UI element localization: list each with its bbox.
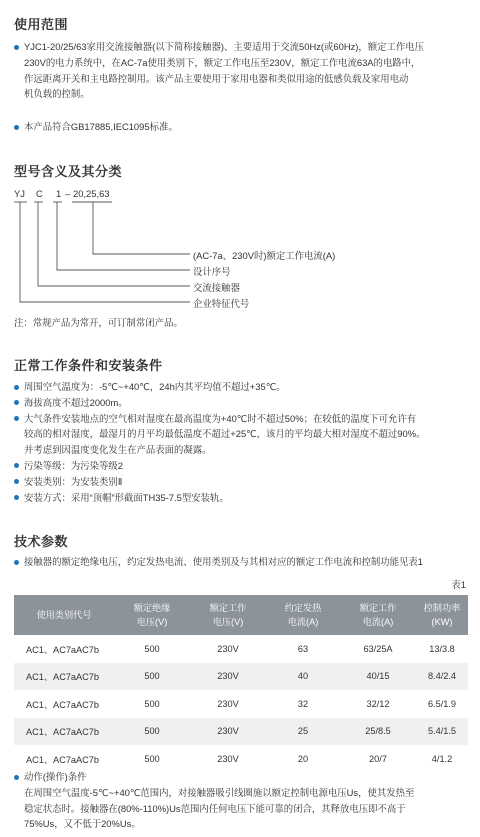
usage-paragraph: [14, 39, 470, 102]
legend-design-number: 设计序号: [193, 266, 231, 277]
text-line: 230V的电力系统中，在AC-7a使用类别下，额定工作电压至230V，额定工作电流63A的电路中，: [24, 56, 421, 68]
tech-intro: [14, 554, 470, 570]
text-line: 污染等级：为污染等级2: [24, 459, 123, 471]
model-code-c: C: [36, 188, 43, 199]
cell-operating-current: 32/12: [340, 690, 416, 718]
cell-operating-current: 25/8.5: [340, 718, 416, 746]
bullet-dot-icon: [14, 560, 19, 565]
spec-table: [14, 595, 468, 773]
bullet-dot-icon: [14, 479, 19, 484]
cell-category: AC1、AC7aAC7b: [14, 690, 114, 718]
text-line: 并考虑到因温度变化发生在产品表面的凝露。: [24, 444, 212, 456]
bullet-dot-icon: [14, 463, 19, 468]
cell-insulation-voltage: 500: [114, 745, 190, 773]
cell-insulation-voltage: 500: [114, 663, 190, 691]
table-caption: 表1: [451, 579, 466, 590]
list-item: [14, 411, 470, 458]
list-item: [14, 458, 470, 474]
text-line: YJC1-20/25/63家用交流接触器(以下简称接触器)、主要适用于交流50Hz(或60Hz)，额定工作电压: [24, 41, 425, 52]
usage-bullet-1: [14, 39, 470, 102]
legend-ac-contactor: 交流接触器: [193, 282, 240, 293]
bullet-dot-icon: [14, 416, 19, 421]
conditions-list: [14, 379, 470, 505]
bullet-dot-icon: [14, 775, 19, 780]
table-row: [14, 718, 468, 746]
action-title: 动作(操作)条件: [24, 771, 87, 782]
text-line: 安装类别：为安装类别Ⅱ: [24, 475, 123, 487]
cell-operating-voltage: 230V: [190, 690, 266, 718]
list-item: [14, 395, 470, 411]
action-conditions: [14, 769, 470, 832]
cell-operating-current: 63/25A: [340, 635, 416, 663]
text-line: 安装方式：采用“顶帽”形截面TH35-7.5型安装轨。: [24, 491, 229, 503]
bullet-dot-icon: [14, 495, 19, 500]
legend-company-code: 企业特征代号: [193, 298, 250, 309]
cell-category: AC1、AC7aAC7b: [14, 745, 114, 773]
table-row: [14, 690, 468, 718]
text-line: 在周围空气温度-5℃~+40℃范围内，对接触器吸引线圈施以额定控制电源电压Us，使其发热至: [24, 786, 415, 798]
cell-category: AC1、AC7aAC7b: [14, 635, 114, 663]
bullet-dot-icon: [14, 45, 19, 50]
section-title-usage: 使用范围: [14, 17, 69, 32]
model-code-current: 20,25,63: [73, 188, 110, 199]
cell-operating-current: 40/15: [340, 663, 416, 691]
section-title-model: 型号含义及其分类: [14, 164, 123, 179]
text-line: 较高的相对湿度，最湿月的月平均最低温度不超过+25℃，该月的平均最大相对湿度不超过90%。: [24, 428, 426, 440]
header-operating-voltage: 额定工作 电压(V): [190, 595, 266, 635]
text-line: 海拔高度不超过2000m。: [24, 396, 128, 408]
cell-operating-voltage: 230V: [190, 718, 266, 746]
header-control-power: 控制功率 (KW): [416, 595, 468, 635]
cell-operating-voltage: 230V: [190, 745, 266, 773]
header-thermal-current: 约定发热 电流(A): [266, 595, 340, 635]
list-item: [14, 490, 470, 506]
header-usage-category: 使用类别代号: [14, 595, 114, 635]
text-line: 机负载的控制。: [24, 88, 90, 100]
header-insulation-voltage: 额定绝缘 电压(V): [114, 595, 190, 635]
text-line: 稳定状态时。接触器在(80%-110%)Us范围内任何电压下能可靠的闭合，其释放电压即不高于: [24, 802, 406, 814]
model-code-1: 1: [56, 188, 62, 199]
section-title-tech: 技术参数: [14, 534, 69, 549]
cell-control-power: 8.4/2.4: [416, 663, 468, 691]
cell-thermal-current: 32: [266, 690, 340, 718]
cell-operating-voltage: 230V: [190, 635, 266, 663]
cell-thermal-current: 25: [266, 718, 340, 746]
standards-paragraph: [14, 119, 470, 135]
usage-bullet-2: [14, 119, 470, 135]
table-row: [14, 663, 468, 691]
model-code-dash: –: [65, 188, 71, 199]
text-line: 接触器的额定绝缘电压，约定发热电流、使用类别及与其相对应的额定工作电流和控制功能见表1: [24, 556, 423, 567]
cell-operating-current: 20/7: [340, 745, 416, 773]
text-line: 75%Us，又不低于20%Us。: [24, 818, 141, 830]
cell-thermal-current: 40: [266, 663, 340, 691]
cell-category: AC1、AC7aAC7b: [14, 718, 114, 746]
list-item: [14, 769, 470, 832]
cell-thermal-current: 63: [266, 635, 340, 663]
model-code-yj: YJ: [14, 188, 25, 199]
table-header-row: [14, 595, 468, 635]
cell-control-power: 6.5/1.9: [416, 690, 468, 718]
text-line: 大气条件安装地点的空气相对湿度在最高温度为+40℃时不超过50%；在较低的温度下可允许有: [24, 412, 417, 424]
section-title-conditions: 正常工作条件和安装条件: [14, 358, 163, 373]
model-note: 注：常规产品为常开，可订制常闭产品。: [14, 317, 183, 328]
text-line: 周围空气温度为：-5℃~+40℃，24h内其平均值不超过+35℃。: [24, 381, 286, 392]
cell-insulation-voltage: 500: [114, 690, 190, 718]
bullet-dot-icon: [14, 400, 19, 405]
list-item: [14, 379, 470, 395]
cell-category: AC1、AC7aAC7b: [14, 663, 114, 691]
cell-thermal-current: 20: [266, 745, 340, 773]
bullet-dot-icon: [14, 125, 19, 130]
table-row: [14, 635, 468, 663]
header-operating-current: 额定工作 电流(A): [340, 595, 416, 635]
list-item: [14, 554, 470, 570]
bullet-dot-icon: [14, 385, 19, 390]
cell-control-power: 4/1.2: [416, 745, 468, 773]
cell-operating-voltage: 230V: [190, 663, 266, 691]
cell-control-power: 13/3.8: [416, 635, 468, 663]
text-line: 作远距离开关和主电路控制用。该产品主要使用于家用电器和类似用途的低感负载及家用电动: [24, 72, 409, 84]
text-line: 本产品符合GB17885,IEC1095标准。: [24, 121, 178, 132]
list-item: [14, 474, 470, 490]
cell-control-power: 5.4/1.5: [416, 718, 468, 746]
cell-insulation-voltage: 500: [114, 718, 190, 746]
cell-insulation-voltage: 500: [114, 635, 190, 663]
legend-rated-current: (AC-7a、230V时)额定工作电流(A): [193, 250, 336, 261]
